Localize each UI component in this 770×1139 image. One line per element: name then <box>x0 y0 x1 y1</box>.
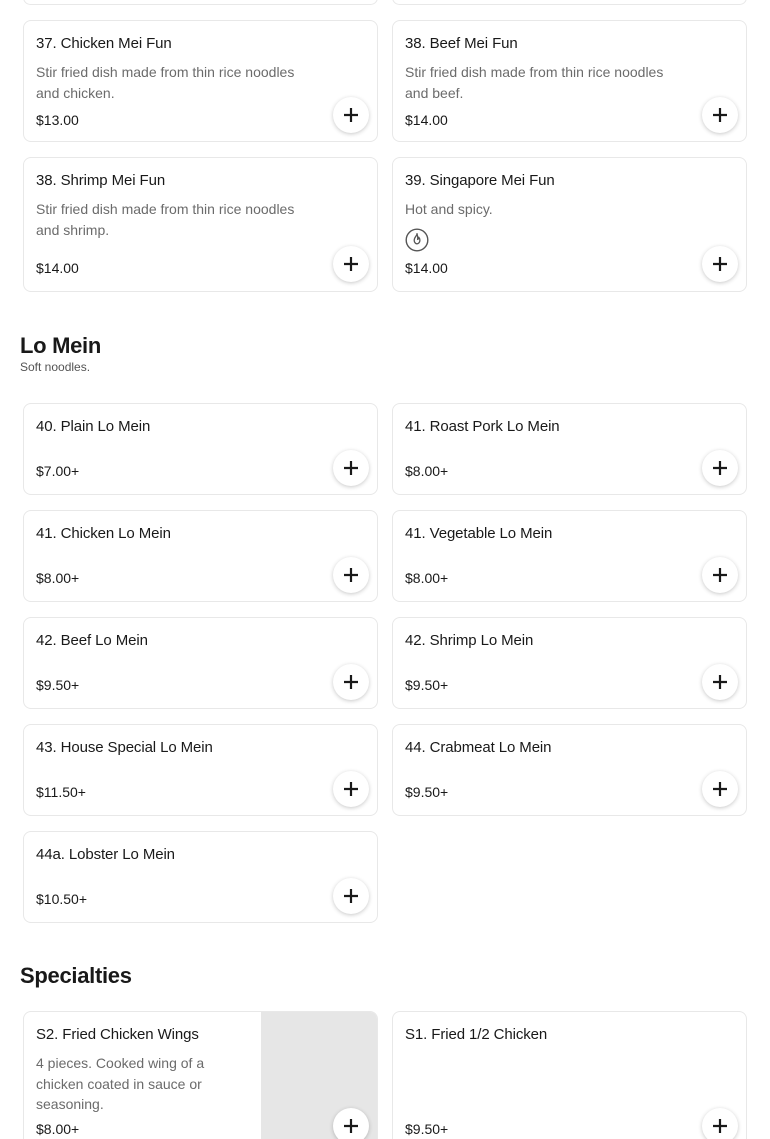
plus-icon <box>344 1119 358 1133</box>
item-price: $9.50+ <box>405 677 449 693</box>
item-name: 38. Beef Mei Fun <box>405 35 518 52</box>
menu-item-card[interactable] <box>23 157 378 292</box>
item-price: $13.00 <box>36 112 79 128</box>
add-to-cart-button[interactable] <box>333 1108 369 1139</box>
add-to-cart-button[interactable] <box>702 246 738 282</box>
add-to-cart-button[interactable] <box>333 246 369 282</box>
plus-icon <box>344 568 358 582</box>
menu-item-card[interactable] <box>392 510 747 602</box>
add-to-cart-button[interactable] <box>333 664 369 700</box>
item-name: 38. Shrimp Mei Fun <box>36 172 166 189</box>
item-name: 43. House Special Lo Mein <box>36 739 213 756</box>
plus-icon <box>344 782 358 796</box>
item-name: 39. Singapore Mei Fun <box>405 172 555 189</box>
item-name: 44. Crabmeat Lo Mein <box>405 739 552 756</box>
menu-item-card[interactable] <box>23 831 378 923</box>
plus-icon <box>344 889 358 903</box>
menu-item-card[interactable] <box>23 510 378 602</box>
plus-icon <box>713 675 727 689</box>
previous-card-sliver <box>23 0 378 5</box>
item-price: $14.00 <box>405 260 448 276</box>
plus-icon <box>713 461 727 475</box>
item-price: $8.00+ <box>36 570 80 586</box>
plus-icon <box>344 108 358 122</box>
menu-item-card[interactable] <box>23 617 378 709</box>
section-title-lo-mein: Lo Mein <box>20 333 102 358</box>
add-to-cart-button[interactable] <box>333 878 369 914</box>
item-price: $7.00+ <box>36 463 80 479</box>
plus-icon <box>713 1119 727 1133</box>
item-price: $8.00+ <box>405 570 449 586</box>
plus-icon <box>344 675 358 689</box>
item-name: S2. Fried Chicken Wings <box>36 1026 199 1043</box>
item-name: 42. Beef Lo Mein <box>36 632 148 649</box>
item-name: 42. Shrimp Lo Mein <box>405 632 534 649</box>
item-name: 41. Chicken Lo Mein <box>36 525 171 542</box>
plus-icon <box>344 461 358 475</box>
add-to-cart-button[interactable] <box>702 557 738 593</box>
item-price: $9.50+ <box>36 677 80 693</box>
add-to-cart-button[interactable] <box>333 450 369 486</box>
add-to-cart-button[interactable] <box>702 450 738 486</box>
add-to-cart-button[interactable] <box>702 97 738 133</box>
menu-item-card[interactable] <box>392 157 747 292</box>
item-price: $8.00+ <box>405 463 449 479</box>
plus-icon <box>713 257 727 271</box>
menu-item-card[interactable] <box>392 617 747 709</box>
item-name: 40. Plain Lo Mein <box>36 418 151 435</box>
previous-card-sliver <box>392 0 747 5</box>
menu-item-card[interactable] <box>392 403 747 495</box>
item-description: Stir fried dish made from thin rice noodles and beef. <box>405 64 664 101</box>
add-to-cart-button[interactable] <box>702 1108 738 1139</box>
item-price: $10.50+ <box>36 891 87 907</box>
item-price: $9.50+ <box>405 1121 449 1137</box>
menu-item-card[interactable] <box>23 403 378 495</box>
item-description: Hot and spicy. <box>405 201 493 217</box>
section-title-specialties: Specialties <box>20 963 132 988</box>
item-price: $11.50+ <box>36 784 86 800</box>
item-price: $14.00 <box>405 112 448 128</box>
item-name: 41. Roast Pork Lo Mein <box>405 418 560 435</box>
item-name: 44a. Lobster Lo Mein <box>36 846 175 863</box>
add-to-cart-button[interactable] <box>333 557 369 593</box>
item-name: 37. Chicken Mei Fun <box>36 35 172 52</box>
plus-icon <box>713 568 727 582</box>
item-price: $8.00+ <box>36 1121 80 1137</box>
item-description: Stir fried dish made from thin rice noodles and chicken. <box>36 64 295 101</box>
menu-item-card[interactable] <box>392 1011 747 1139</box>
flame-icon <box>405 228 429 252</box>
item-name: S1. Fried 1/2 Chicken <box>405 1026 548 1043</box>
plus-icon <box>713 782 727 796</box>
item-description: 4 pieces. Cooked wing of a chicken coated in sauce or seasoning. <box>36 1055 205 1112</box>
menu-item-card[interactable] <box>392 20 747 142</box>
add-to-cart-button[interactable] <box>333 97 369 133</box>
item-price: $14.00 <box>36 260 79 276</box>
add-to-cart-button[interactable] <box>702 771 738 807</box>
item-price: $9.50+ <box>405 784 449 800</box>
menu-item-card[interactable] <box>23 724 378 816</box>
menu-item-card[interactable] <box>23 1011 378 1139</box>
add-to-cart-button[interactable] <box>702 664 738 700</box>
add-to-cart-button[interactable] <box>333 771 369 807</box>
menu-item-card[interactable] <box>23 20 378 142</box>
item-name: 41. Vegetable Lo Mein <box>405 525 553 542</box>
section-subtitle: Soft noodles. <box>20 360 91 374</box>
item-description: Stir fried dish made from thin rice noodles and shrimp. <box>36 201 295 238</box>
plus-icon <box>713 108 727 122</box>
plus-icon <box>344 257 358 271</box>
menu-item-card[interactable] <box>392 724 747 816</box>
